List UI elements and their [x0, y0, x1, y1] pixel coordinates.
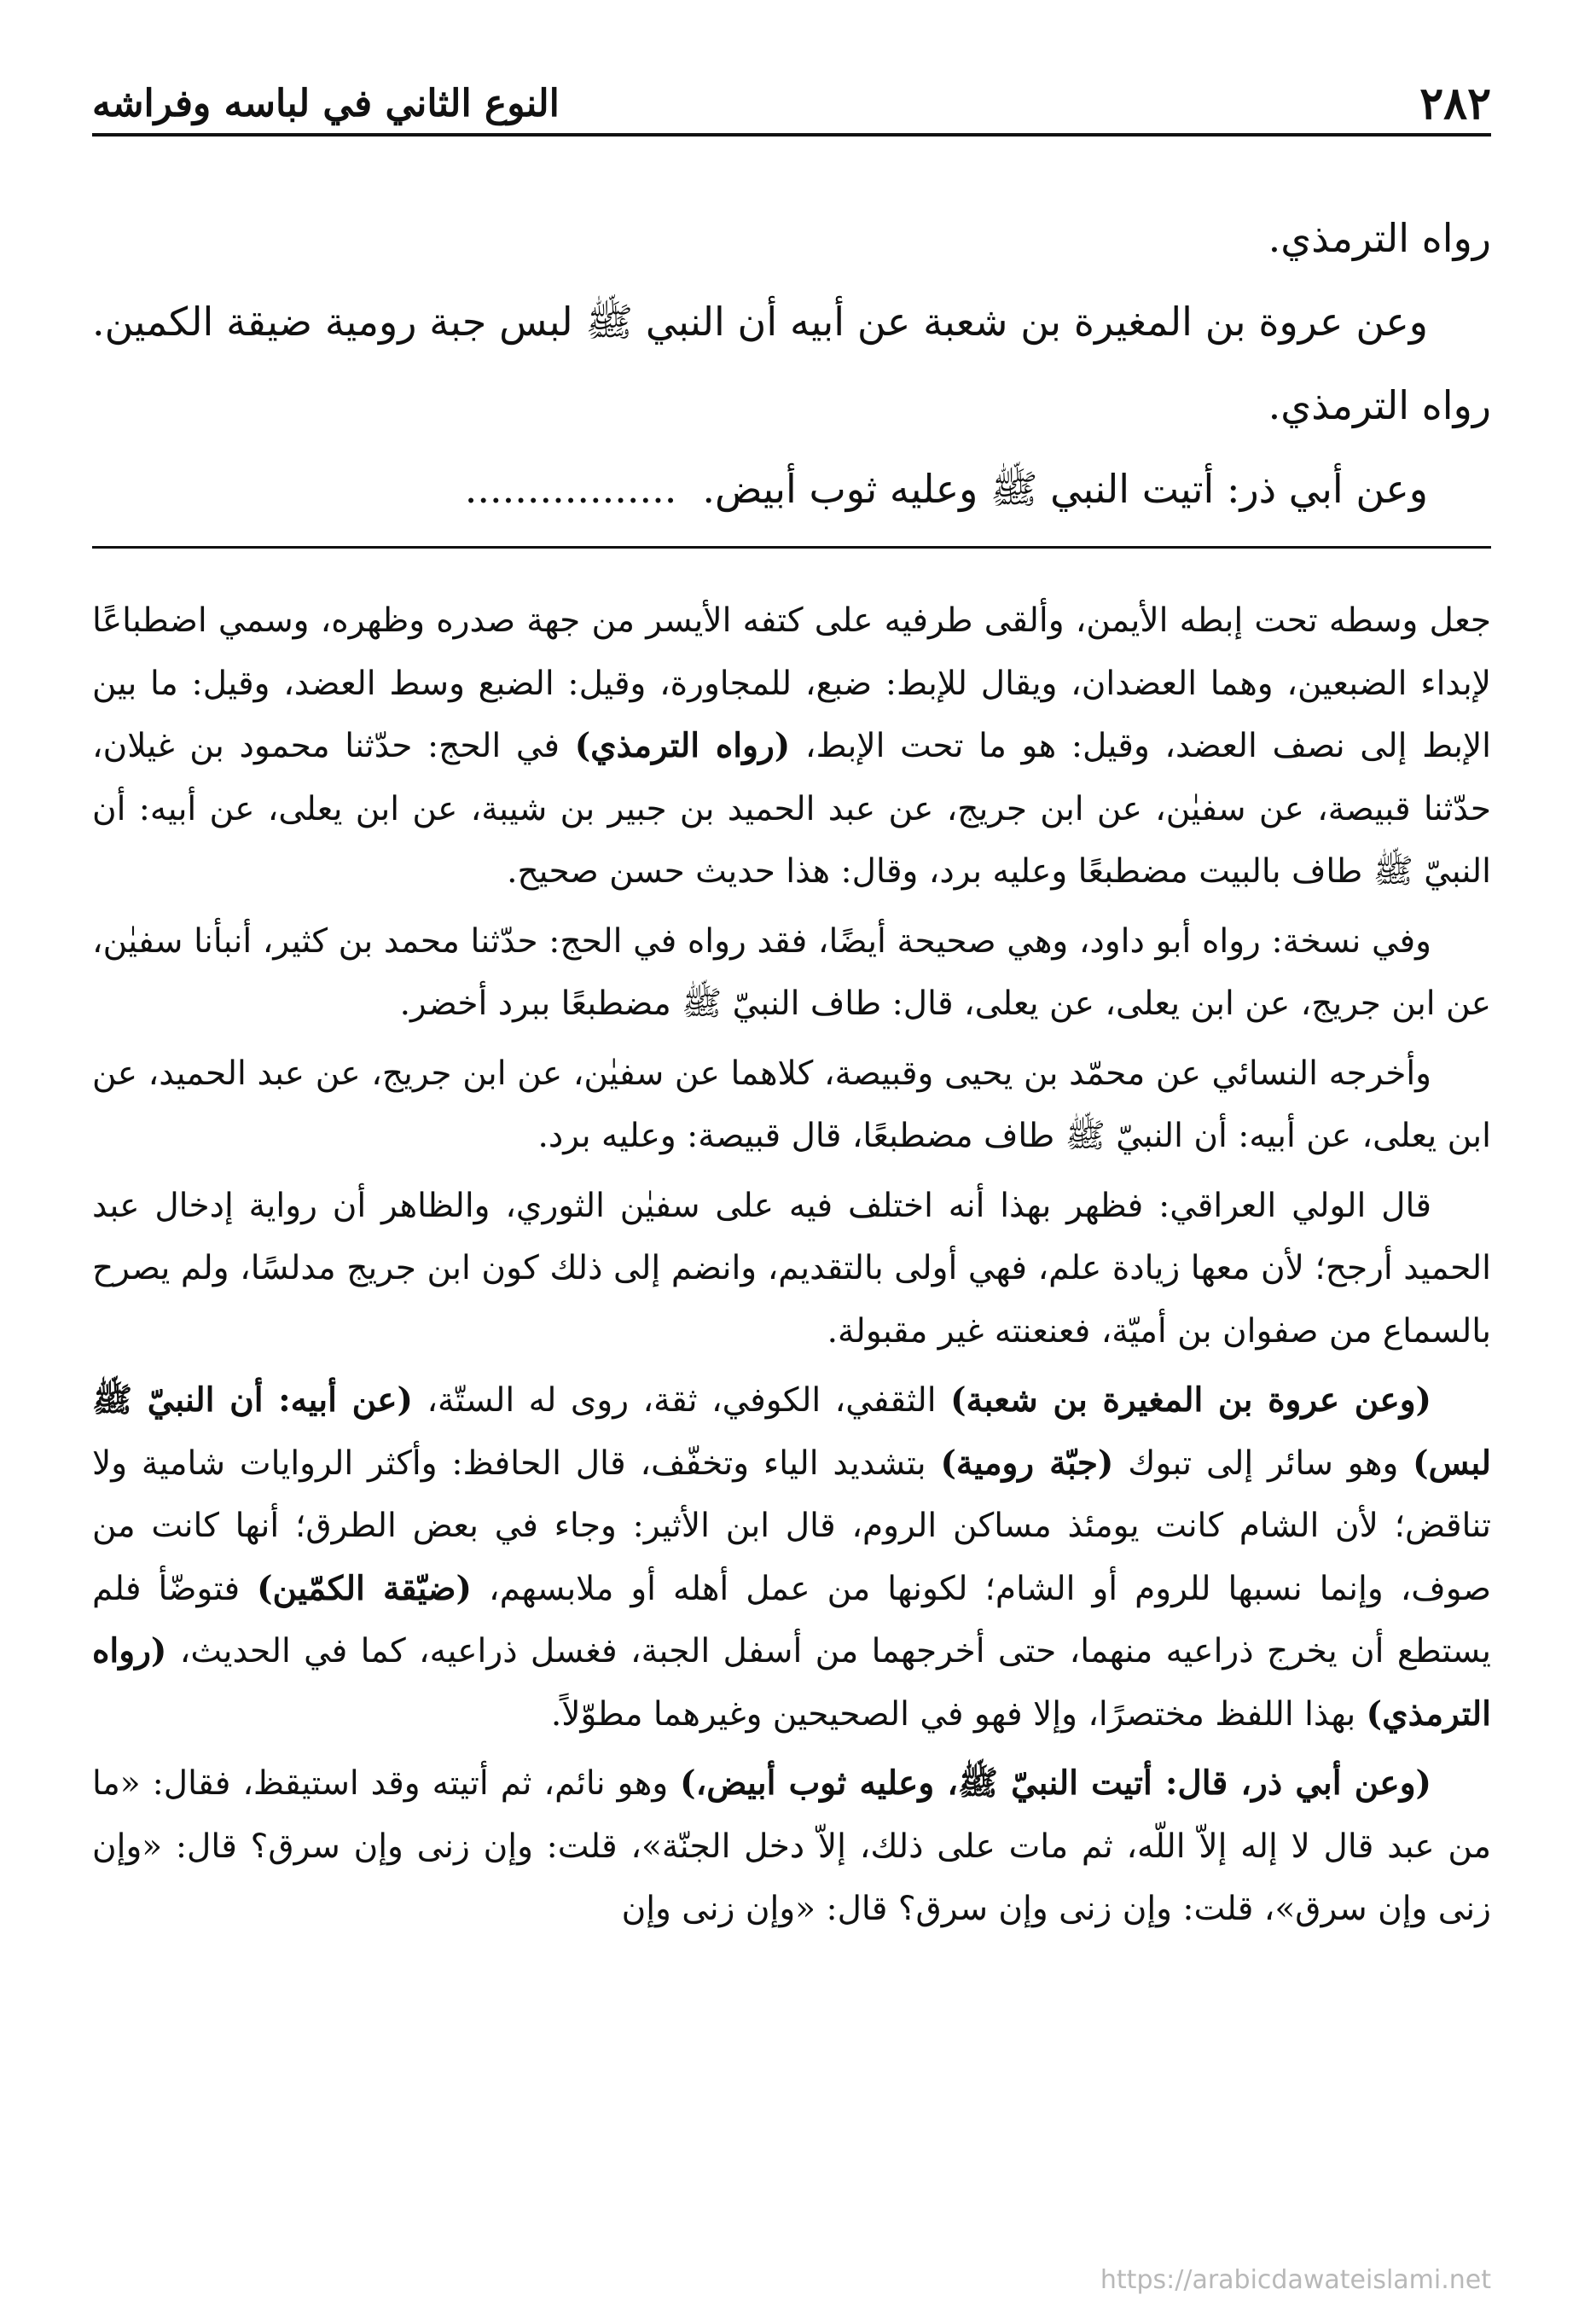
- commentary-citation: (رواه الترمذي): [92, 1631, 1491, 1734]
- commentary-paragraph-1: [92, 590, 1491, 903]
- matn-hadith-abi-dhar: [92, 447, 1491, 531]
- commentary-text: بتشديد الياء وتخفّف، قال الحافظ: وأكثر الروايات شامية ولا تناقض؛ لأن الشام كانت يومئذ مساكن الروم، قال ابن الأثير: وجاء في بعض الطرق؛ أنها كانت من صوف، وإنما نسبها للروم أو الشام؛ لكونها من عمل أهله أو ملابسهم،: [92, 1444, 1491, 1608]
- commentary-citation: (ضيّقة الكمّين): [257, 1568, 472, 1608]
- commentary-citation: (وعن عروة بن المغيرة بن شعبة): [950, 1380, 1431, 1420]
- commentary-text: في الحج: حدّثنا محمود بن غيلان، حدّثنا قبيصة، عن سفيٰن، عن ابن جريج، عن عبد الحميد بن جبير بن شيبة، عن ابن يعلى، عن أبيه: أن النبيّ ﷺ طاف بالبيت مضطبعًا وعليه برد، وقال: هذا حديث حسن صحيح.: [92, 727, 1491, 891]
- commentary-citation: (وعن أبي ذر، قال: أتيت النبيّ ﷺ، وعليه ثوب أبيض،): [680, 1763, 1431, 1803]
- page: [92, 68, 1491, 2252]
- running-header: [92, 68, 1491, 137]
- matn-hadith-abi-dhar-text: وعن أبي ذر: أتيت النبي ﷺ وعليه ثوب أبيض.: [702, 466, 1428, 512]
- commentary-text: وهو سائر إلى تبوك: [1113, 1444, 1413, 1483]
- commentary-paragraph-2: وفي نسخة: رواه أبو داود، وهي صحيحة أيضًا، فقد رواه في الحج: حدّثنا محمد بن كثير، أنبأنا سفيٰن، عن ابن جريج، عن ابن يعلى، عن يعلى، قال: طاف النبيّ ﷺ مضطبعًا ببرد أخضر.: [92, 921, 1491, 1023]
- matn-line-1: رواه الترمذي.: [1268, 215, 1491, 261]
- commentary-text: بهذا اللفظ مختصرًا، وإلا فهو في الصحيحين وغيرهما مطوّلاً.: [550, 1694, 1367, 1734]
- matn-hadith-urwa: وعن عروة بن المغيرة بن شعبة عن أبيه أن النبي ﷺ لبس جبة رومية ضيقة الكمين. رواه الترمذي.: [92, 299, 1491, 428]
- commentary-citation: (عن أبيه: أن النبيّ ﷺ لبس): [92, 1380, 1491, 1483]
- commentary: [92, 590, 1491, 1941]
- page-number: ٢٨٢: [1419, 78, 1491, 130]
- commentary-text: جعل وسطه تحت إبطه الأيمن، وألقى طرفيه على كتفه الأيسر من جهة صدره وظهره، وسمي اضطباعًا لإبداء الضبعين، وهما العضدان، ويقال للإبط: ضبع، للمجاورة، وقيل: الضبع وسط العضد، وقيل: ما بين الإبط إلى نصف العضد، وقيل: هو ما تحت الإبط،: [92, 601, 1492, 765]
- commentary-separator: [92, 546, 1491, 549]
- commentary-text: وهو نائم، ثم أتيته وقد استيقظ، فقال: «ما من عبد قال لا إله إلاّ اللّه، ثم مات على ذلك، إلاّ دخل الجنّة»، قلت: وإن زنى وإن سرق؟ قال: «وإن زنى وإن سرق»، قلت: وإن زنى وإن سرق؟ قال: «وإن زنى وإن: [92, 1764, 1491, 1928]
- main-text: [92, 137, 1491, 531]
- commentary-text: الثقفي، الكوفي، ثقة، روى له الستّة،: [413, 1381, 951, 1420]
- commentary-text: فتوضّأ فلم يستطع أن يخرج ذراعيه منهما، حتى أخرجهما من أسفل الجبة، فغسل ذراعيه، كما في الحديث،: [92, 1569, 1491, 1670]
- commentary-paragraph-4: قال الولي العراقي: فظهر بهذا أنه اختلف فيه على سفيٰن الثوري، والظاهر أن رواية إدخال عبد الحميد أرجح؛ لأن معها زيادة علم، فهي أولى بالتقديم، وانضم إلى ذلك كون ابن جريج مدلسًا، ولم يصرح بالسماع من صفوان بن أميّة، فعنعنته غير مقبولة.: [92, 1186, 1491, 1351]
- chapter-title: النوع الثاني في لباسه وفراشه: [92, 82, 560, 125]
- commentary-citation: (رواه الترمذي): [574, 726, 791, 765]
- website-watermark: https://arabicdawateislami.net: [1100, 2265, 1491, 2295]
- commentary-citation: (جبّة رومية): [940, 1443, 1114, 1483]
- commentary-paragraph-3: وأخرجه النسائي عن محمّد بن يحيى وقبيصة، كلاهما عن سفيٰن، عن ابن جريج، عن عبد الحميد، عن ابن يعلى، عن أبيه: أن النبيّ ﷺ طاف مضطبعًا، قال قبيصة: وعليه برد.: [92, 1054, 1491, 1155]
- commentary-paragraph-5: [92, 1369, 1491, 1746]
- commentary-paragraph-6: [92, 1752, 1491, 1941]
- continuation-dots: .................: [464, 466, 677, 512]
